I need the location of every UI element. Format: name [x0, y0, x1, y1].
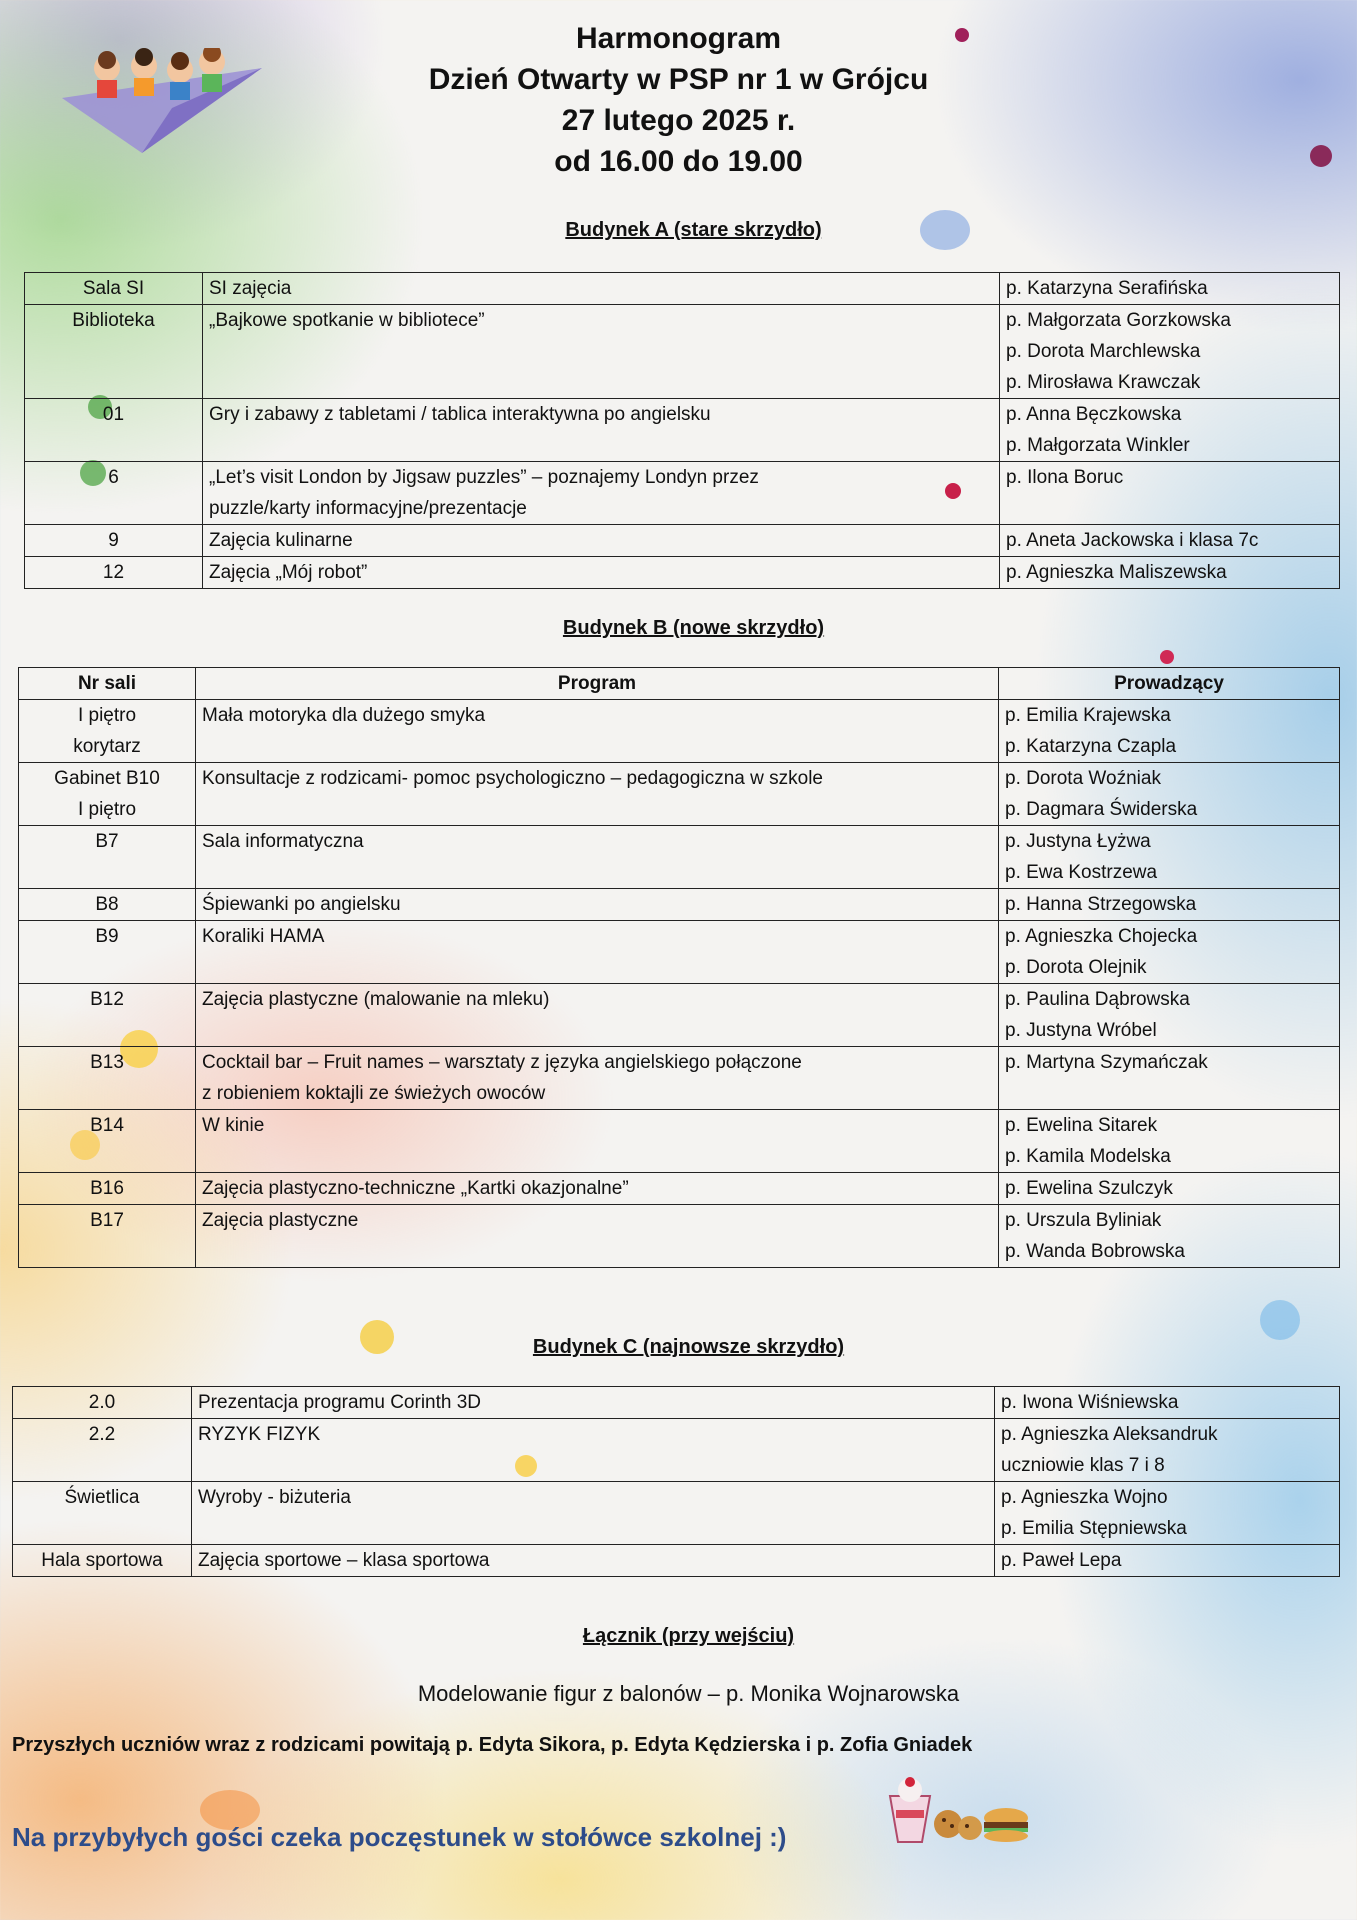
table-row — [25, 462, 1340, 525]
program-cell: Gry i zabawy z tabletami / tablica interaktywna po angielsku — [203, 399, 1000, 462]
building-c-table — [12, 1386, 1340, 1577]
program-cell: RYZYK FIZYK — [192, 1419, 995, 1482]
program-cell: „Let’s visit London by Jigsaw puzzles” – poznajemy Londyn przez puzzle/karty informacyjne/prezentacje — [203, 462, 1000, 525]
connector-activity: Modelowanie figur z balonów – p. Monika Wojnarowska — [417, 1681, 960, 1706]
table-row — [25, 399, 1340, 462]
room-cell: 9 — [25, 525, 203, 557]
room-cell: Świetlica — [13, 1482, 192, 1545]
building-c-title: Budynek C (najnowsze skrzydło) — [532, 1336, 845, 1358]
room-cell: Biblioteka — [25, 305, 203, 399]
column-header-host: Prowadzący — [999, 668, 1340, 700]
host-cell: p. Agnieszka Maliszewska — [1000, 557, 1340, 589]
page-title: Harmonogram — [575, 22, 782, 55]
program-cell: Mała motoryka dla dużego smyka — [196, 700, 999, 763]
table-row — [13, 1482, 1340, 1545]
program-cell: Koraliki HAMA — [196, 921, 999, 984]
room-cell: B14 — [19, 1110, 196, 1173]
host-cell: p. Emilia Krajewska p. Katarzyna Czapla — [999, 700, 1340, 763]
program-cell: Wyroby - biżuteria — [192, 1482, 995, 1545]
host-cell: p. Agnieszka Wojno p. Emilia Stępniewska — [995, 1482, 1340, 1545]
table-row — [25, 557, 1340, 589]
host-cell: p. Ewelina Szulczyk — [999, 1173, 1340, 1205]
host-cell: p. Paweł Lepa — [995, 1545, 1340, 1577]
host-cell: p. Dorota Woźniak p. Dagmara Świderska — [999, 763, 1340, 826]
column-header-program: Program — [196, 668, 999, 700]
room-cell: Sala SI — [25, 273, 203, 305]
host-cell: p. Paulina Dąbrowska p. Justyna Wróbel — [999, 984, 1340, 1047]
host-cell: p. Iwona Wiśniewska — [995, 1387, 1340, 1419]
closing-text: Na przybyłych gości czeka poczęstunek w stołówce szkolnej :) — [12, 1822, 787, 1852]
program-cell: Sala informatyczna — [196, 826, 999, 889]
program-cell: Prezentacja programu Corinth 3D — [192, 1387, 995, 1419]
program-cell: Zajęcia kulinarne — [203, 525, 1000, 557]
program-cell: Zajęcia „Mój robot” — [203, 557, 1000, 589]
room-cell: I piętro korytarz — [19, 700, 196, 763]
room-cell: B8 — [19, 889, 196, 921]
host-cell: p. Urszula Byliniak p. Wanda Bobrowska — [999, 1205, 1340, 1268]
host-cell: p. Katarzyna Serafińska — [1000, 273, 1340, 305]
program-cell: „Bajkowe spotkanie w bibliotece” — [203, 305, 1000, 399]
table-row — [19, 1110, 1340, 1173]
paint-splash — [1160, 650, 1174, 664]
host-cell: p. Aneta Jackowska i klasa 7c — [1000, 525, 1340, 557]
event-hours: od 16.00 do 19.00 — [554, 145, 803, 178]
event-date: 27 lutego 2025 r. — [561, 104, 796, 137]
program-cell: Zajęcia plastyczno-techniczne „Kartki okazjonalne” — [196, 1173, 999, 1205]
room-cell: 2.2 — [13, 1419, 192, 1482]
table-row — [19, 1047, 1340, 1110]
host-cell: p. Ilona Boruc — [1000, 462, 1340, 525]
program-cell: W kinie — [196, 1110, 999, 1173]
program-cell: Cocktail bar – Fruit names – warsztaty z języka angielskiego połączone z robieniem koktajli ze świeżych owoców — [196, 1047, 999, 1110]
room-cell: B7 — [19, 826, 196, 889]
program-cell: Zajęcia plastyczne — [196, 1205, 999, 1268]
table-row — [19, 700, 1340, 763]
table-row — [19, 1173, 1340, 1205]
table-row — [19, 826, 1340, 889]
program-cell: Konsultacje z rodzicami- pomoc psychologiczno – pedagogiczna w szkole — [196, 763, 999, 826]
host-cell: p. Anna Bęczkowska p. Małgorzata Winkler — [1000, 399, 1340, 462]
host-cell: p. Agnieszka Chojecka p. Dorota Olejnik — [999, 921, 1340, 984]
building-b-table — [18, 667, 1340, 1268]
host-cell: p. Ewelina Sitarek p. Kamila Modelska — [999, 1110, 1340, 1173]
column-header-room: Nr sali — [19, 668, 196, 700]
room-cell: 2.0 — [13, 1387, 192, 1419]
table-row — [19, 763, 1340, 826]
table-header-row — [19, 668, 1340, 700]
host-cell: p. Martyna Szymańczak — [999, 1047, 1340, 1110]
room-cell: 12 — [25, 557, 203, 589]
table-row — [13, 1545, 1340, 1577]
room-cell: B12 — [19, 984, 196, 1047]
program-cell: SI zajęcia — [203, 273, 1000, 305]
host-cell: p. Agnieszka Aleksandruk uczniowie klas 7 i 8 — [995, 1419, 1340, 1482]
room-cell: Gabinet B10 I piętro — [19, 763, 196, 826]
table-row — [25, 305, 1340, 399]
host-cell: p. Justyna Łyżwa p. Ewa Kostrzewa — [999, 826, 1340, 889]
connector-title: Łącznik (przy wejściu) — [582, 1625, 795, 1647]
table-row — [13, 1419, 1340, 1482]
event-subtitle: Dzień Otwarty w PSP nr 1 w Grójcu — [428, 63, 929, 96]
dessert-cookies-burger-icon — [880, 1776, 1030, 1851]
room-cell: 01 — [25, 399, 203, 462]
room-cell: B17 — [19, 1205, 196, 1268]
room-cell: Hala sportowa — [13, 1545, 192, 1577]
program-cell: Śpiewanki po angielsku — [196, 889, 999, 921]
room-cell: B9 — [19, 921, 196, 984]
program-cell: Zajęcia plastyczne (malowanie na mleku) — [196, 984, 999, 1047]
greeting-text: Przyszłych uczniów wraz z rodzicami powitają p. Edyta Sikora, p. Edyta Kędzierska i p. Zofia Gniadek — [12, 1734, 973, 1756]
building-b-title: Budynek B (nowe skrzydło) — [562, 617, 825, 639]
room-cell: 6 — [25, 462, 203, 525]
program-cell: Zajęcia sportowe – klasa sportowa — [192, 1545, 995, 1577]
table-row — [19, 984, 1340, 1047]
room-cell: B16 — [19, 1173, 196, 1205]
building-a-table — [24, 272, 1340, 589]
table-row — [13, 1387, 1340, 1419]
building-a-title: Budynek A (stare skrzydło) — [565, 219, 822, 241]
table-row — [19, 921, 1340, 984]
table-row — [19, 889, 1340, 921]
table-row — [25, 273, 1340, 305]
room-cell: B13 — [19, 1047, 196, 1110]
host-cell: p. Małgorzata Gorzkowska p. Dorota Marchlewska p. Mirosława Krawczak — [1000, 305, 1340, 399]
page-header — [0, 18, 1357, 182]
table-row — [25, 525, 1340, 557]
table-row — [19, 1205, 1340, 1268]
host-cell: p. Hanna Strzegowska — [999, 889, 1340, 921]
paint-splash — [1260, 1300, 1300, 1340]
